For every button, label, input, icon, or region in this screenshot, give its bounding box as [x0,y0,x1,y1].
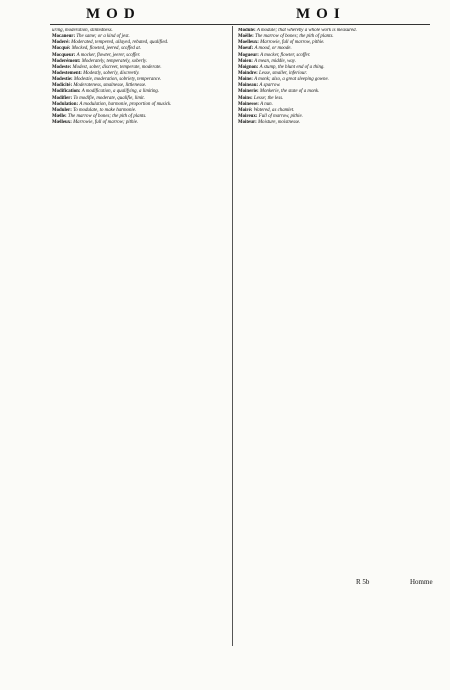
entry-headword: Modestie: [52,77,74,83]
entry-definition: Moderateness, smalnesse, littlenesse. [73,83,147,89]
signature-mark: R 5b [356,578,370,586]
dictionary-entry [52,89,228,95]
entry-definition: Moderated, tempered, allayed, rebated, qualified. [71,40,169,46]
entry-headword: Moireux: [238,113,259,119]
entry-headword: Moiteur: [238,120,258,126]
dictionary-entry [52,102,228,108]
entry-headword: Mogueur: [238,52,261,58]
dictionary-entry [238,102,414,108]
entry-headword: Modeste: [52,64,73,70]
dictionary-entry [238,77,414,83]
entry-headword: Moderé: [52,40,72,46]
dictionary-entry [52,59,228,65]
dictionary-entry [238,40,414,46]
entry-definition: A modification, a qualifying, a limiting. [81,89,160,95]
entry-headword: Moelleux: [238,40,261,46]
entry-headword: Moindre: [238,70,259,76]
entry-definition: A nun. [260,101,273,107]
entry-definition: Marrowie, full of marrow, pithie. [260,40,325,46]
entry-definition: Lesse, smaller, inferiour. [258,70,307,76]
entry-headword: Moduler: [52,107,74,113]
entry-headword: Moignon: [238,64,260,70]
dictionary-entry [238,59,414,65]
entry-headword: Mocaneur: [52,34,77,40]
running-head-left: MOD [86,6,141,22]
entry-definition: A module; that whereby a whole work is measured. [256,28,357,33]
header-rule [50,24,430,25]
entry-definition: A stump, the blunt end of a thing. [259,64,325,70]
entry-headword: Moine: [238,77,255,83]
entry-headword: Modulation: [52,101,80,107]
entry-headword: Modicité: [52,83,74,89]
dictionary-entry [238,53,414,59]
entry-headword: Modification: [52,89,82,95]
entry-definition: The marrow of bones; the pith of plants. [67,113,147,119]
entry-headword: Mœlle: [52,113,68,119]
entry-definition: The same; or a kind of jest. [76,34,130,40]
entry-headword: Module: [238,28,257,33]
entry-definition: Modestly, soberly, discreetly. [83,70,140,76]
entry-headword: Moiré: [238,107,254,113]
entry-headword: Moinerie: [238,89,260,95]
dictionary-entry [238,83,414,89]
dictionary-entry [238,108,414,114]
entry-definition: A mood, or moode. [254,46,292,52]
entry-definition: Modestie, moderation, sobriety, temperance. [73,77,162,83]
dictionary-entry [52,71,228,77]
column-divider [232,26,233,646]
entry-headword: Moien: [238,58,255,64]
entry-headword: Moëlle: [238,34,255,40]
dictionary-entry [238,120,414,126]
entry-definition: The marrow of bones; the pith of plants. [254,34,334,40]
dictionary-entry [238,65,414,71]
dictionary-entry [238,28,414,34]
entry-headword: Moeuf: [238,46,255,52]
entry-headword: Modestement: [52,70,84,76]
entry-definition: A modulation, harmonie, proportion of musick. [79,101,172,107]
catchword: Homme [410,578,433,586]
entry-headword: Moderément: [52,58,82,64]
entry-definition: uring, moderation, stintedness. [52,28,113,33]
dictionary-entry [52,120,228,126]
entry-definition: Moisture, moistnesse. [257,120,301,126]
entry-headword: Modifier: [52,95,74,101]
entry-headword: Mœlleux: [52,120,74,126]
dictionary-entry [52,77,228,83]
entry-definition: To modifie, moderate, qualifie, limit. [73,95,145,101]
dictionary-entry [238,96,414,102]
entry-definition: Watered, as chamlet. [253,107,295,113]
dictionary-entry [52,34,228,40]
entry-headword: Mocqué: [52,46,72,52]
entry-definition: A mocker, flowter, scoffer. [260,52,311,58]
dictionary-entry [238,34,414,40]
entry-definition: Monkerie, the state of a monk. [259,89,320,95]
dictionary-entry [52,46,228,52]
dictionary-entry [52,96,228,102]
entry-definition: A mean, middle, way. [254,58,296,64]
dictionary-entry [52,83,228,89]
entry-headword: Moinesse: [238,101,261,107]
dictionary-entry [52,40,228,46]
entry-headword: Moineau: [238,83,260,89]
entry-definition: A mocker, flowter, jeerer, scoffer. [76,52,141,58]
entry-definition: Moderately, temperately, soberly. [81,58,148,64]
entry-headword: Mocqueur: [52,52,77,58]
right-column [238,28,414,588]
entry-definition: Marrowie, full of marrow; pithie. [73,120,139,126]
entry-headword: Moins: [238,95,254,101]
entry-definition: A monk; also, a great sleeping gowne. [254,77,329,83]
dictionary-entry [238,46,414,52]
dictionary-entry [238,71,414,77]
entry-definition: To modulate, to make harmonie. [73,107,137,113]
entry-definition: Full of marrow, pithie. [258,113,303,119]
left-column [52,28,228,643]
dictionary-entry [238,89,414,95]
entry-definition: Mocked, flowted, jeered, scoffed at. [71,46,142,52]
dictionary-entry [52,53,228,59]
dictionary-entry [52,114,228,120]
dictionary-entry [52,28,228,34]
dictionary-entry [238,114,414,120]
entry-definition: Lesse; the less. [253,95,284,101]
dictionary-entry [52,108,228,114]
running-head [0,6,450,26]
running-head-right: MOI [296,6,346,22]
dictionary-entry [52,65,228,71]
entry-definition: Modest, sober, discreet, temperate, moderate. [72,64,162,70]
entry-definition: A sparrow. [259,83,281,89]
